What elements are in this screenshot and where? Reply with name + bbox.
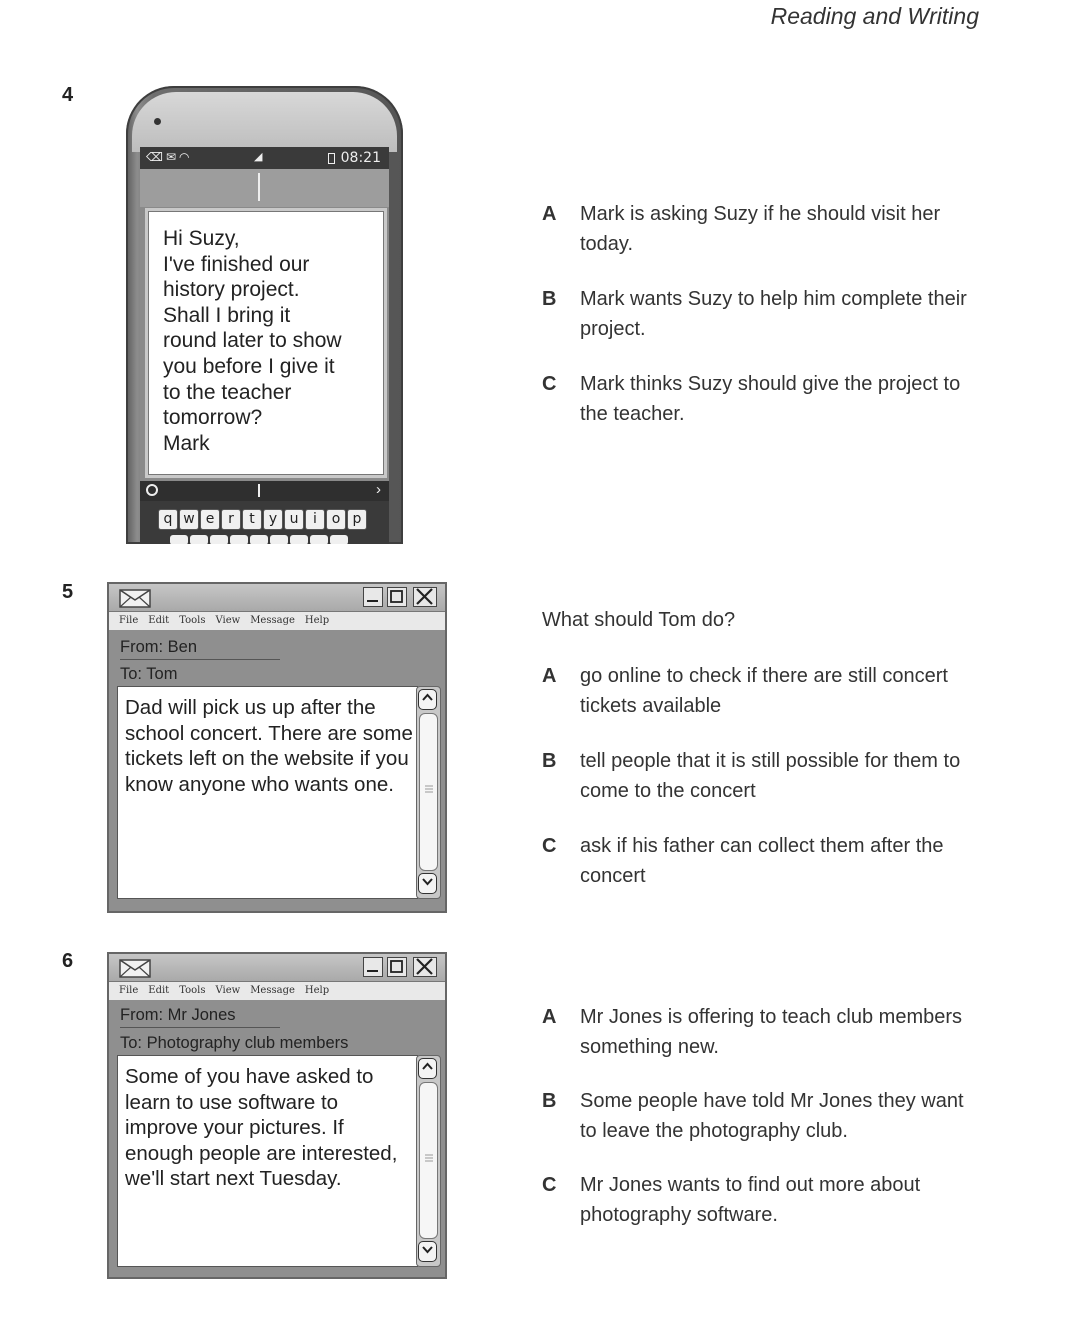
scroll-up-button[interactable] bbox=[418, 1058, 437, 1079]
key[interactable] bbox=[170, 535, 188, 544]
grip-icon bbox=[425, 784, 432, 794]
key[interactable] bbox=[310, 535, 328, 544]
maximize-icon bbox=[388, 958, 405, 975]
sms-line: to the teacher bbox=[163, 380, 292, 404]
key[interactable] bbox=[330, 535, 348, 544]
window-titlebar bbox=[109, 584, 445, 612]
menu-tools[interactable]: Tools bbox=[179, 615, 206, 626]
signal-icon: ◢ bbox=[254, 151, 263, 163]
menu-view[interactable]: View bbox=[215, 985, 241, 996]
section-header: Reading and Writing bbox=[770, 3, 979, 29]
window-titlebar bbox=[109, 954, 445, 982]
close-button[interactable] bbox=[413, 957, 437, 977]
scroll-up-button[interactable] bbox=[418, 689, 437, 710]
camera-icon[interactable] bbox=[146, 484, 158, 496]
menu-file[interactable]: File bbox=[119, 985, 139, 996]
minimize-icon bbox=[364, 958, 381, 975]
key[interactable]: o bbox=[326, 509, 346, 530]
scroll-track[interactable] bbox=[419, 1082, 438, 1239]
status-time: 08:21 bbox=[340, 150, 381, 166]
key[interactable]: e bbox=[200, 509, 220, 530]
scroll-down-button[interactable] bbox=[418, 873, 437, 894]
sms-text bbox=[163, 226, 373, 456]
email-from: From: Ben bbox=[120, 638, 198, 656]
text-cursor bbox=[258, 173, 260, 201]
key[interactable] bbox=[230, 535, 248, 544]
minimize-icon bbox=[364, 588, 381, 605]
key[interactable]: q bbox=[158, 509, 178, 530]
option-text: Mark thinks Suzy should give the project to the teacher. bbox=[580, 373, 961, 425]
question-number-4: 4 bbox=[62, 84, 74, 106]
minimize-button[interactable] bbox=[363, 957, 383, 977]
menu-tools[interactable]: Tools bbox=[179, 985, 206, 996]
keyboard-row bbox=[158, 509, 367, 530]
header-divider bbox=[120, 659, 280, 660]
chevron-up-icon bbox=[420, 690, 435, 705]
keyboard-row-partial bbox=[170, 535, 348, 544]
reply-input-bar[interactable] bbox=[140, 481, 389, 501]
battery-icon bbox=[328, 153, 335, 164]
key[interactable]: u bbox=[284, 509, 304, 530]
option-letter: B bbox=[542, 750, 557, 772]
sms-line: I've finished our bbox=[163, 252, 310, 276]
status-bar bbox=[140, 147, 389, 169]
email-body: Dad will pick us up after the school concert. There are some tickets left on the website if you know anyone who wants one. bbox=[125, 696, 413, 796]
maximize-button[interactable] bbox=[387, 957, 407, 977]
option-text: go online to check if there are still concert tickets available bbox=[580, 665, 948, 717]
envelope-icon bbox=[119, 589, 151, 608]
minimize-button[interactable] bbox=[363, 587, 383, 607]
phone-top-bezel bbox=[132, 92, 397, 152]
key[interactable]: w bbox=[179, 509, 199, 530]
close-icon bbox=[414, 958, 435, 975]
scroll-down-button[interactable] bbox=[418, 1241, 437, 1262]
email-from: From: Mr Jones bbox=[120, 1006, 236, 1024]
option-text: Mr Jones wants to find out more about photography software. bbox=[580, 1174, 921, 1226]
email-to: To: Photography club members bbox=[120, 1034, 349, 1052]
option-text: tell people that it is still possible for them to come to the concert bbox=[580, 750, 961, 802]
key[interactable] bbox=[190, 535, 208, 544]
message-header-bar bbox=[140, 169, 389, 207]
sms-message bbox=[148, 211, 384, 475]
option-letter: C bbox=[542, 835, 557, 857]
maximize-button[interactable] bbox=[387, 587, 407, 607]
phone-illustration bbox=[126, 86, 403, 544]
envelope-icon bbox=[119, 959, 151, 978]
scrollbar[interactable] bbox=[416, 1055, 441, 1267]
chevron-right-icon[interactable]: › bbox=[376, 481, 381, 498]
message-body-pane bbox=[117, 1055, 418, 1267]
menu-bar bbox=[109, 612, 445, 630]
menu-message[interactable]: Message bbox=[250, 615, 295, 626]
menu-file[interactable]: File bbox=[119, 615, 139, 626]
email-to: To: Tom bbox=[120, 665, 178, 683]
menu-edit[interactable]: Edit bbox=[148, 615, 170, 626]
key[interactable]: t bbox=[242, 509, 262, 530]
key[interactable]: r bbox=[221, 509, 241, 530]
option-text: ask if his father can collect them after the concert bbox=[580, 835, 944, 887]
option-letter: C bbox=[542, 1174, 557, 1196]
question-number-6: 6 bbox=[62, 950, 74, 972]
close-icon bbox=[414, 588, 435, 605]
option-letter: C bbox=[542, 373, 557, 395]
key[interactable] bbox=[290, 535, 308, 544]
menu-view[interactable]: View bbox=[215, 615, 241, 626]
scroll-track[interactable] bbox=[419, 713, 438, 871]
close-button[interactable] bbox=[413, 587, 437, 607]
phone-screen bbox=[140, 147, 389, 544]
option-letter: B bbox=[542, 1090, 557, 1112]
option-letter: A bbox=[542, 203, 557, 225]
menu-bar bbox=[109, 982, 445, 1000]
question-prompt-5: What should Tom do? bbox=[542, 609, 736, 631]
chevron-down-icon bbox=[420, 1242, 435, 1257]
on-screen-keyboard bbox=[140, 501, 389, 544]
option-letter: A bbox=[542, 1006, 557, 1028]
question-number-5: 5 bbox=[62, 581, 74, 603]
text-cursor bbox=[258, 484, 260, 497]
menu-help[interactable]: Help bbox=[304, 985, 330, 996]
sms-line: tomorrow? bbox=[163, 406, 263, 430]
key[interactable] bbox=[210, 535, 228, 544]
option-letter: B bbox=[542, 288, 557, 310]
option-text: Mark is asking Suzy if he should visit her today. bbox=[580, 203, 941, 255]
key[interactable]: y bbox=[263, 509, 283, 530]
email-window bbox=[107, 582, 447, 913]
sms-line: Hi Suzy, bbox=[163, 227, 240, 250]
sms-line: you before I give it bbox=[163, 354, 335, 378]
option-letter: A bbox=[542, 665, 557, 687]
email-window bbox=[107, 952, 447, 1279]
option-text: Mark wants Suzy to help him complete their project. bbox=[580, 288, 967, 340]
menu-message[interactable]: Message bbox=[250, 985, 295, 996]
sms-line: Shall I bring it bbox=[163, 303, 291, 327]
message-body-pane bbox=[117, 686, 418, 899]
email-body: Some of you have asked to learn to use software to improve your pictures. If enough people are interested, we'll start next Tuesday. bbox=[125, 1065, 398, 1191]
chevron-down-icon bbox=[420, 874, 435, 889]
option-text: Some people have told Mr Jones they want to leave the photography club. bbox=[580, 1090, 964, 1142]
key[interactable]: i bbox=[305, 509, 325, 530]
notification-icons: ⌫✉◠ bbox=[146, 150, 193, 164]
sms-line: round later to show bbox=[163, 329, 342, 353]
chevron-up-icon bbox=[420, 1059, 435, 1074]
header-divider bbox=[120, 1027, 280, 1028]
menu-edit[interactable]: Edit bbox=[148, 985, 170, 996]
grip-icon bbox=[425, 1153, 432, 1163]
maximize-icon bbox=[388, 588, 405, 605]
camera-icon bbox=[154, 118, 161, 125]
sms-line: history project. bbox=[163, 278, 300, 302]
scrollbar[interactable] bbox=[416, 686, 441, 899]
option-text: Mr Jones is offering to teach club members something new. bbox=[580, 1006, 963, 1058]
key[interactable]: p bbox=[347, 509, 367, 530]
sms-line: Mark bbox=[163, 431, 210, 455]
key[interactable] bbox=[250, 535, 268, 544]
key[interactable] bbox=[270, 535, 288, 544]
menu-help[interactable]: Help bbox=[304, 615, 330, 626]
